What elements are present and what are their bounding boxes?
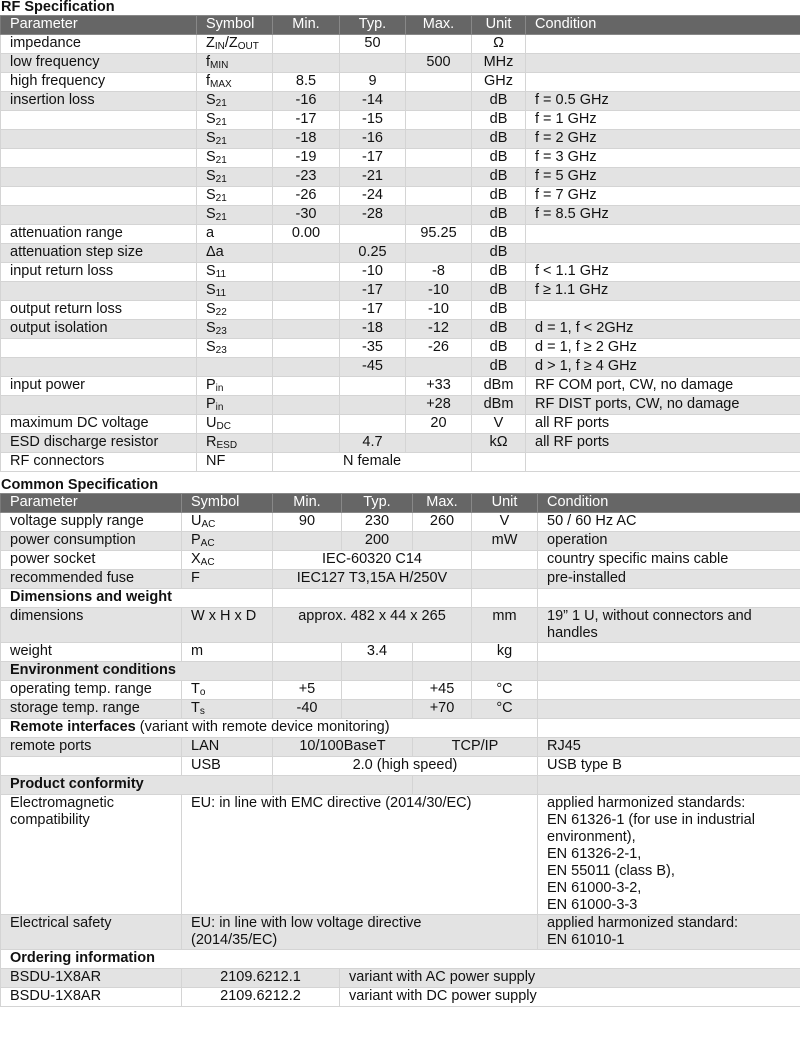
section-heading-row <box>1 776 800 795</box>
symbol-cell: $S_{21}$ <box>197 149 273 168</box>
condition-cell: f < 1.1 GHz <box>526 263 800 282</box>
typ-cell <box>340 377 406 396</box>
col-typ: Typ. <box>342 494 413 513</box>
symbol-cell: $Z_{IN}/Z_{OUT}$ <box>197 35 273 54</box>
col-max: Max. <box>406 16 472 35</box>
unit-cell: dB <box>472 168 526 187</box>
value-cell: IEC-60320 C14 <box>273 551 472 570</box>
col-condition: Condition <box>538 494 800 513</box>
typ-cell: 4.7 <box>340 434 406 453</box>
min-cell: +5 <box>273 681 342 700</box>
rf-spec-table <box>0 15 800 472</box>
typ-cell: -28 <box>340 206 406 225</box>
unit-cell: dB <box>472 263 526 282</box>
unit-cell: MHz <box>472 54 526 73</box>
param-cell: voltage supply range <box>1 513 182 532</box>
table-row <box>1 377 800 396</box>
table-row <box>1 263 800 282</box>
unit-cell: dBm <box>472 377 526 396</box>
section-heading-row <box>1 719 800 738</box>
table-row <box>1 513 800 532</box>
section-heading: Ordering information <box>1 950 800 969</box>
section-heading-row <box>1 950 800 969</box>
typ-cell: 0.25 <box>340 244 406 263</box>
symbol-cell: $S_{21}$ <box>197 111 273 130</box>
max-cell <box>406 92 472 111</box>
col-symbol: Symbol <box>182 494 273 513</box>
table-row <box>1 244 800 263</box>
col-min: Min. <box>273 16 340 35</box>
typ-cell: 3.4 <box>342 643 413 662</box>
condition-cell: f = 7 GHz <box>526 187 800 206</box>
value-cell: N female <box>273 453 472 472</box>
symbol-cell: F <box>182 570 273 589</box>
unit-cell: °C <box>472 700 538 719</box>
symbol-cell: $P_{in}$ <box>197 396 273 415</box>
common-header-row <box>1 494 800 513</box>
condition-cell: 19” 1 U, without connectors and handles <box>538 608 800 643</box>
condition-cell <box>526 244 800 263</box>
common-spec-title: Common Specification <box>1 477 159 493</box>
symbol-cell: $S_{21}$ <box>197 168 273 187</box>
condition-cell: RF DIST ports, CW, no damage <box>526 396 800 415</box>
value-cell: IEC127 T3,15A H/250V <box>273 570 472 589</box>
typ-cell: 9 <box>340 73 406 92</box>
condition-cell: all RF ports <box>526 415 800 434</box>
min-cell <box>273 244 340 263</box>
typ-cell: -17 <box>340 282 406 301</box>
unit-cell: dB <box>472 149 526 168</box>
min-cell <box>273 339 340 358</box>
section-heading-row <box>1 589 800 608</box>
condition-cell: pre-installed <box>538 570 800 589</box>
table-row <box>1 969 800 988</box>
min-cell: -26 <box>273 187 340 206</box>
table-row <box>1 339 800 358</box>
unit-cell: V <box>472 415 526 434</box>
unit-cell: Ω <box>472 35 526 54</box>
unit-cell: dB <box>472 92 526 111</box>
max-cell: -8 <box>406 263 472 282</box>
typ-cell: 50 <box>340 35 406 54</box>
typ-cell: -35 <box>340 339 406 358</box>
table-row <box>1 738 800 757</box>
table-row <box>1 988 800 1007</box>
unit-cell: dB <box>472 301 526 320</box>
unit-cell: kΩ <box>472 434 526 453</box>
unit-cell: dB <box>472 320 526 339</box>
typ-cell <box>342 681 413 700</box>
typ-cell: -17 <box>340 149 406 168</box>
condition-cell <box>526 35 800 54</box>
max-cell: -12 <box>406 320 472 339</box>
table-row <box>1 92 800 111</box>
table-row <box>1 453 800 472</box>
max-cell: 95.25 <box>406 225 472 244</box>
max-cell <box>406 206 472 225</box>
param-cell: RF connectors <box>1 453 197 472</box>
unit-cell: mm <box>472 608 538 643</box>
table-row <box>1 301 800 320</box>
section-heading-row <box>1 662 800 681</box>
condition-cell: f = 1 GHz <box>526 111 800 130</box>
min-cell <box>273 54 340 73</box>
symbol-cell: $U_{DC}$ <box>197 415 273 434</box>
min-cell: 8.5 <box>273 73 340 92</box>
table-row <box>1 130 800 149</box>
param-cell: impedance <box>1 35 197 54</box>
symbol-cell: $P_{AC}$ <box>182 532 273 551</box>
table-row <box>1 532 800 551</box>
condition-cell <box>526 225 800 244</box>
condition-cell: applied harmonized standards: EN 61326-1 (for use in industrial environment), EN 61326-2-1, EN 55011 (class B), EN 61000-3-2, EN 61000-3-3 <box>538 795 800 915</box>
min-cell <box>273 35 340 54</box>
symbol-cell: $U_{AC}$ <box>182 513 273 532</box>
condition-cell: 50 / 60 Hz AC <box>538 513 800 532</box>
table-row <box>1 73 800 92</box>
value-cell: TCP/IP <box>413 738 538 757</box>
param-cell: ESD discharge resistor <box>1 434 197 453</box>
col-symbol: Symbol <box>197 16 273 35</box>
col-typ: Typ. <box>340 16 406 35</box>
unit-cell: GHz <box>472 73 526 92</box>
unit-cell: dBm <box>472 396 526 415</box>
table-row <box>1 681 800 700</box>
min-cell: -18 <box>273 130 340 149</box>
condition-cell: all RF ports <box>526 434 800 453</box>
typ-cell: -16 <box>340 130 406 149</box>
rf-spec-title: RF Specification <box>1 0 115 15</box>
symbol-cell <box>197 358 273 377</box>
unit-cell: dB <box>472 187 526 206</box>
max-cell: -26 <box>406 339 472 358</box>
typ-cell: -45 <box>340 358 406 377</box>
order-desc: variant with DC power supply <box>340 988 800 1007</box>
table-row <box>1 757 800 776</box>
param-cell: attenuation step size <box>1 244 197 263</box>
max-cell <box>406 35 472 54</box>
min-cell <box>273 396 340 415</box>
condition-cell: RJ45 <box>538 738 800 757</box>
condition-cell: f = 2 GHz <box>526 130 800 149</box>
unit-cell: dB <box>472 130 526 149</box>
unit-cell: dB <box>472 225 526 244</box>
param-cell: low frequency <box>1 54 197 73</box>
order-number: 2109.6212.2 <box>182 988 340 1007</box>
typ-cell <box>340 54 406 73</box>
param-cell: dimensions <box>1 608 182 643</box>
unit-cell: mW <box>472 532 538 551</box>
min-cell <box>273 377 340 396</box>
condition-cell: f = 0.5 GHz <box>526 92 800 111</box>
typ-cell: -10 <box>340 263 406 282</box>
typ-cell: -21 <box>340 168 406 187</box>
value-cell: EU: in line with low voltage directive (2014/35/EC) <box>182 915 538 950</box>
max-cell <box>406 244 472 263</box>
section-heading: Remote interfaces (variant with remote device monitoring) <box>1 719 538 738</box>
table-row <box>1 282 800 301</box>
condition-cell: d > 1, f ≥ 4 GHz <box>526 358 800 377</box>
symbol-cell: $R_{ESD}$ <box>197 434 273 453</box>
col-unit: Unit <box>472 16 526 35</box>
param-cell: recommended fuse <box>1 570 182 589</box>
min-cell <box>273 434 340 453</box>
value-cell: 2.0 (high speed) <box>273 757 538 776</box>
condition-cell: f = 5 GHz <box>526 168 800 187</box>
unit-cell: dB <box>472 282 526 301</box>
condition-cell: USB type B <box>538 757 800 776</box>
typ-cell: -14 <box>340 92 406 111</box>
table-row <box>1 111 800 130</box>
min-cell <box>273 415 340 434</box>
param-cell: output return loss <box>1 301 197 320</box>
value-cell: approx. 482 x 44 x 265 <box>273 608 472 643</box>
param-cell: storage temp. range <box>1 700 182 719</box>
param-cell <box>1 149 197 168</box>
col-parameter: Parameter <box>1 494 182 513</box>
condition-cell <box>538 700 800 719</box>
param-cell: operating temp. range <box>1 681 182 700</box>
condition-cell: f ≥ 1.1 GHz <box>526 282 800 301</box>
symbol-cell: $S_{21}$ <box>197 130 273 149</box>
param-cell: output isolation <box>1 320 197 339</box>
min-cell: 0.00 <box>273 225 340 244</box>
max-cell <box>406 168 472 187</box>
rf-header-row <box>1 16 800 35</box>
min-cell: -30 <box>273 206 340 225</box>
symbol-cell: Δa <box>197 244 273 263</box>
param-cell: insertion loss <box>1 92 197 111</box>
symbol-cell: $T_s$ <box>182 700 273 719</box>
max-cell: 20 <box>406 415 472 434</box>
symbol-cell: $S_{21}$ <box>197 206 273 225</box>
order-number: 2109.6212.1 <box>182 969 340 988</box>
min-cell <box>273 358 340 377</box>
max-cell <box>406 149 472 168</box>
table-row <box>1 415 800 434</box>
table-row <box>1 168 800 187</box>
unit-cell: V <box>472 513 538 532</box>
typ-cell <box>342 700 413 719</box>
condition-cell: country specific mains cable <box>538 551 800 570</box>
typ-cell <box>340 396 406 415</box>
param-cell <box>1 206 197 225</box>
symbol-cell: $f_{MIN}$ <box>197 54 273 73</box>
param-cell <box>1 757 182 776</box>
typ-cell: -17 <box>340 301 406 320</box>
unit-cell: dB <box>472 206 526 225</box>
unit-cell: dB <box>472 244 526 263</box>
max-cell: 260 <box>413 513 472 532</box>
condition-cell <box>526 54 800 73</box>
symbol-cell: $S_{21}$ <box>197 92 273 111</box>
table-row <box>1 320 800 339</box>
max-cell: -10 <box>406 301 472 320</box>
unit-cell <box>472 453 526 472</box>
param-cell <box>1 187 197 206</box>
min-cell: -40 <box>273 700 342 719</box>
max-cell: -10 <box>406 282 472 301</box>
max-cell: 500 <box>406 54 472 73</box>
condition-cell <box>538 681 800 700</box>
param-cell: maximum DC voltage <box>1 415 197 434</box>
min-cell: -19 <box>273 149 340 168</box>
table-row <box>1 149 800 168</box>
param-cell: Electromagnetic compatibility <box>1 795 182 915</box>
typ-cell: 200 <box>342 532 413 551</box>
symbol-cell: $S_{23}$ <box>197 339 273 358</box>
unit-cell: dB <box>472 339 526 358</box>
typ-cell: -18 <box>340 320 406 339</box>
unit-cell: kg <box>472 643 538 662</box>
typ-cell: -24 <box>340 187 406 206</box>
symbol-cell: $T_o$ <box>182 681 273 700</box>
unit-cell: °C <box>472 681 538 700</box>
table-row <box>1 396 800 415</box>
typ-cell: -15 <box>340 111 406 130</box>
max-cell <box>413 643 472 662</box>
section-heading: Environment conditions <box>1 662 273 681</box>
param-cell: weight <box>1 643 182 662</box>
table-row <box>1 700 800 719</box>
typ-cell <box>340 225 406 244</box>
param-cell <box>1 396 197 415</box>
table-row <box>1 206 800 225</box>
symbol-cell: $X_{AC}$ <box>182 551 273 570</box>
order-name: BSDU-1X8AR <box>1 969 182 988</box>
max-cell: +28 <box>406 396 472 415</box>
symbol-cell: $P_{in}$ <box>197 377 273 396</box>
symbol-cell: $S_{23}$ <box>197 320 273 339</box>
min-cell <box>273 320 340 339</box>
unit-cell <box>472 551 538 570</box>
condition-cell: d = 1, f ≥ 2 GHz <box>526 339 800 358</box>
symbol-cell: LAN <box>182 738 273 757</box>
table-row <box>1 608 800 643</box>
order-desc: variant with AC power supply <box>340 969 800 988</box>
min-cell <box>273 532 342 551</box>
min-cell <box>273 301 340 320</box>
unit-cell: dB <box>472 111 526 130</box>
param-cell <box>1 282 197 301</box>
ordering-table <box>0 968 800 1007</box>
col-unit: Unit <box>472 494 538 513</box>
condition-cell <box>526 73 800 92</box>
param-cell: power consumption <box>1 532 182 551</box>
condition-cell: f = 3 GHz <box>526 149 800 168</box>
param-cell <box>1 339 197 358</box>
param-cell: high frequency <box>1 73 197 92</box>
max-cell: +70 <box>413 700 472 719</box>
min-cell: -17 <box>273 111 340 130</box>
symbol-cell: a <box>197 225 273 244</box>
typ-cell <box>340 415 406 434</box>
condition-cell <box>526 453 800 472</box>
condition-cell: operation <box>538 532 800 551</box>
symbol-cell: USB <box>182 757 273 776</box>
max-cell <box>413 532 472 551</box>
min-cell: 90 <box>273 513 342 532</box>
min-cell <box>273 643 342 662</box>
min-cell: -16 <box>273 92 340 111</box>
table-row <box>1 54 800 73</box>
symbol-cell: m <box>182 643 273 662</box>
param-cell <box>1 111 197 130</box>
typ-cell: 230 <box>342 513 413 532</box>
symbol-cell: $S_{11}$ <box>197 282 273 301</box>
col-min: Min. <box>273 494 342 513</box>
condition-cell <box>538 643 800 662</box>
unit-cell: dB <box>472 358 526 377</box>
col-condition: Condition <box>526 16 800 35</box>
max-cell: +45 <box>413 681 472 700</box>
max-cell <box>406 111 472 130</box>
section-heading: Dimensions and weight <box>1 589 273 608</box>
col-parameter: Parameter <box>1 16 197 35</box>
value-cell: 10/100BaseT <box>273 738 413 757</box>
condition-cell: f = 8.5 GHz <box>526 206 800 225</box>
condition-cell <box>526 301 800 320</box>
table-row <box>1 551 800 570</box>
condition-cell: applied harmonized standard: EN 61010-1 <box>538 915 800 950</box>
symbol-cell: $f_{MAX}$ <box>197 73 273 92</box>
param-cell: Electrical safety <box>1 915 182 950</box>
param-cell <box>1 130 197 149</box>
param-cell: attenuation range <box>1 225 197 244</box>
param-cell: power socket <box>1 551 182 570</box>
table-row <box>1 434 800 453</box>
table-row <box>1 225 800 244</box>
symbol-cell: $S_{22}$ <box>197 301 273 320</box>
param-cell: input return loss <box>1 263 197 282</box>
table-row <box>1 358 800 377</box>
max-cell <box>406 358 472 377</box>
common-spec-table <box>0 493 800 969</box>
section-heading: Product conformity <box>1 776 273 795</box>
param-cell <box>1 358 197 377</box>
max-cell <box>406 130 472 149</box>
param-cell <box>1 168 197 187</box>
unit-cell <box>472 570 538 589</box>
condition-cell: RF COM port, CW, no damage <box>526 377 800 396</box>
order-name: BSDU-1X8AR <box>1 988 182 1007</box>
max-cell <box>406 73 472 92</box>
max-cell: +33 <box>406 377 472 396</box>
max-cell <box>406 187 472 206</box>
param-cell: remote ports <box>1 738 182 757</box>
param-cell: input power <box>1 377 197 396</box>
condition-cell: d = 1, f < 2GHz <box>526 320 800 339</box>
table-row <box>1 187 800 206</box>
table-row <box>1 35 800 54</box>
min-cell: -23 <box>273 168 340 187</box>
table-row <box>1 915 800 950</box>
col-max: Max. <box>413 494 472 513</box>
min-cell <box>273 263 340 282</box>
table-row <box>1 795 800 915</box>
symbol-cell: NF <box>197 453 273 472</box>
table-row <box>1 570 800 589</box>
symbol-cell: $S_{21}$ <box>197 187 273 206</box>
max-cell <box>406 434 472 453</box>
value-cell: EU: in line with EMC directive (2014/30/EC) <box>182 795 538 915</box>
table-row <box>1 643 800 662</box>
min-cell <box>273 282 340 301</box>
symbol-cell: W x H x D <box>182 608 273 643</box>
symbol-cell: $S_{11}$ <box>197 263 273 282</box>
